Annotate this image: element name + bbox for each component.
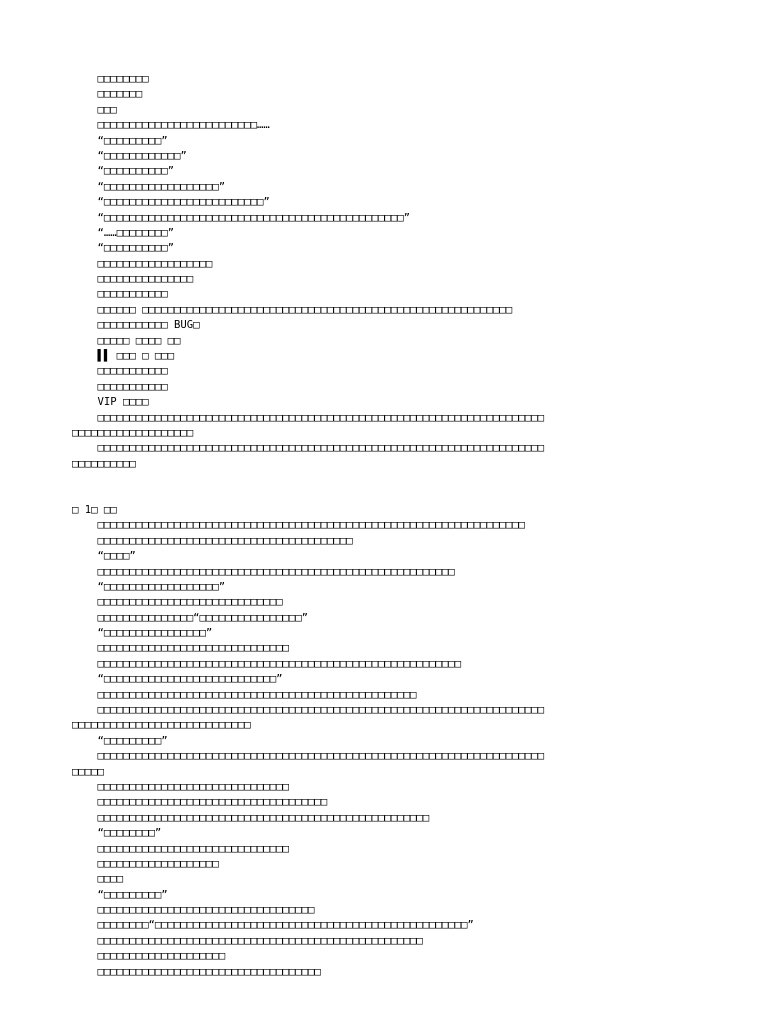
text-line: □□□□□□□□□□□□□□□□□□ <box>72 257 213 270</box>
text-line: ▌▌ □□□ □ □□□ <box>72 350 175 363</box>
text-line: □□□□□□□ <box>72 88 143 101</box>
text-line: □□□□□□□□□□□□□□□□□□□□□□□□□□□□□□ <box>72 842 289 855</box>
text-line: □□□□□□□□□□□□□□□□□□□□□□□□□□□□□□□□□□□□□□□□□□□□□□□□□□□ <box>72 934 423 947</box>
text-line: □□□□□□□□□□□□□□□□□□□□□□□□□□□□□□□□□□□□□□□□□□□□□□□□□□□□□□□□□ <box>72 657 462 670</box>
text-line: □□□□□□□□□□□□□□□□□□□□□□□□□…… <box>72 119 270 132</box>
text-line: □□□□□□□□□□□ BUG□ <box>72 319 200 332</box>
text-line: VIP □□□□ <box>72 396 149 409</box>
text-line: □□□□ <box>72 873 124 886</box>
text-line: “□□□□□□□□□□□□□□□□” <box>72 627 213 640</box>
text-line: “□□□□□□□□□” <box>72 888 168 901</box>
text-line: “□□□□□□□□□□□□□□□□□□□□□□□□□” <box>72 196 270 209</box>
text-line: □□□□□□□□□□□□□□□□□□□□□□□□□□□□□□□□□□□□□□□□□□□□□□□□□□□□□□□□□□□□□□□□□□□ <box>72 519 525 532</box>
text-line: □□□□□□□□□□□□□□□□□□□□□□□□□□□□□□□□□□□□□□□□□□□□□□□□□□□□□□□□ <box>72 565 455 578</box>
blank-line <box>72 472 696 487</box>
chapter-body-section <box>72 518 696 980</box>
text-line: □□□□□□□□□□□ <box>72 365 168 378</box>
text-line: □□□□□□□□□□□□□□□□□□□□□□□□□□□□ <box>72 719 251 732</box>
text-line: □□□□□□□□ <box>72 73 149 85</box>
text-line: □□□□□□□□□□□□□□□□□□□□□□□□□□□□□□□□□□ <box>72 904 315 917</box>
text-line: □□□□□□□□□□□□□□□□□□□□□□□□□□□□□□□□□□□□□□□□□□□□□□□□□□□□ <box>72 811 430 824</box>
text-line: □□□□□□□□□□□□□□□□□□□□□□□□□□□□□□□□□□□□□□□□□□□□□□□□□□□□□□□□□□□□□□□□□□□□□□ <box>72 411 544 424</box>
text-line: “□□□□□□□□□□” <box>72 242 175 255</box>
text-line: □□□□□□□□□□□□□□□ <box>72 273 194 286</box>
document-text <box>72 72 696 980</box>
text-line: “□□□□□□□□□□□□□□□□□□□□□□□□□□□□□□□□□□□□□□□□□□□□□□□” <box>72 211 411 224</box>
text-line: □□□□□□□□□□□□□□□□□□□□□□□□□□□□□□□□□□□□□□□□□□□□□□□□□□□□□□□□□□□□□□□□□□□□□□ <box>72 704 544 717</box>
text-line: □□□□□□□□□□□□□□□□□□□□□□□□□□□□□□□□□□□□□□□□□□□□□□□□□□□□□□□□□□□□□□□□□□□□□□ <box>72 442 544 455</box>
text-line: □□□□□□□□□□□□□□□□□□□□□□□□□□□□□□ <box>72 780 289 793</box>
text-line: □□□□□□□□□□□ <box>72 380 168 393</box>
text-line: □□□□□□□□□□□ <box>72 288 168 301</box>
blank-line <box>72 488 696 503</box>
text-line: “□□□□□□□□□□□□□□□□□□” <box>72 580 226 593</box>
text-line: “□□□□□□□□” <box>72 827 162 840</box>
text-line: □□□□□□□□□□□□□□□□□□□□□□□□□□□□□□□□□□□□ <box>72 796 328 809</box>
text-line: □□□□□□□□□□□□□□□□□□□ <box>72 857 219 870</box>
text-line: “□□□□□□□□□” <box>72 134 168 147</box>
text-line: □□□□□□ □□□□□□□□□□□□□□□□□□□□□□□□□□□□□□□□□□□□□□□□□□□□□□□□□□□□□□□□□□ <box>72 303 513 316</box>
text-line: □□□□□□□□“□□□□□□□□□□□□□□□□□□□□□□□□□□□□□□□□□□□□□□□□□□□□□□□□□” <box>72 919 474 932</box>
text-line: □□□□□□□□□□□□□□□□□□□□□□□□□□□□□□□□□□□ <box>72 965 321 978</box>
text-line: □□□ <box>72 103 117 116</box>
text-line: □□□□□ □□□□ □□ <box>72 334 181 347</box>
text-line: “□□□□” <box>72 550 136 563</box>
text-line: “□□□□□□□□□□” <box>72 165 175 178</box>
preamble-section <box>72 72 696 472</box>
text-line: “□□□□□□□□□□□□” <box>72 149 187 162</box>
text-line: “□□□□□□□□□□□□□□□□□□□□□□□□□□□” <box>72 673 283 686</box>
text-line: “□□□□□□□□□□□□□□□□□□” <box>72 180 226 193</box>
text-line: □□□□□□□□□□□□□□□□□□□□□□□□□□□□□ <box>72 596 283 609</box>
text-line: □□□□□□□□□□□□□□□“□□□□□□□□□□□□□□□□” <box>72 611 308 624</box>
text-line: □□□□□□□□□□□□□□□□□□□□□□□□□□□□□□□□□□□□□□□□□□□□□□□□□□□□□□□□□□□□□□□□□□□□□□ <box>72 750 544 763</box>
text-line: □□□□□□□□□□□□□□□□□□□ <box>72 426 194 439</box>
text-line: □□□□□□□□□□□□□□□□□□□□□□□□□□□□□□□□□□□□□□□□□□□□□□□□□□ <box>72 688 417 701</box>
text-line: □□□□□□□□□□□□□□□□□□□□□□□□□□□□□□□□□□□□□□□□ <box>72 534 353 547</box>
text-line: “□□□□□□□□□” <box>72 734 168 747</box>
chapter-heading: □ 1□ □□ <box>72 503 117 516</box>
text-line: □□□□□□□□□□□□□□□□□□□□ <box>72 950 226 963</box>
text-line: □□□□□ <box>72 765 104 778</box>
text-line: “……□□□□□□□□” <box>72 226 175 239</box>
text-line: □□□□□□□□□□ <box>72 457 136 470</box>
text-line: □□□□□□□□□□□□□□□□□□□□□□□□□□□□□□ <box>72 642 289 655</box>
